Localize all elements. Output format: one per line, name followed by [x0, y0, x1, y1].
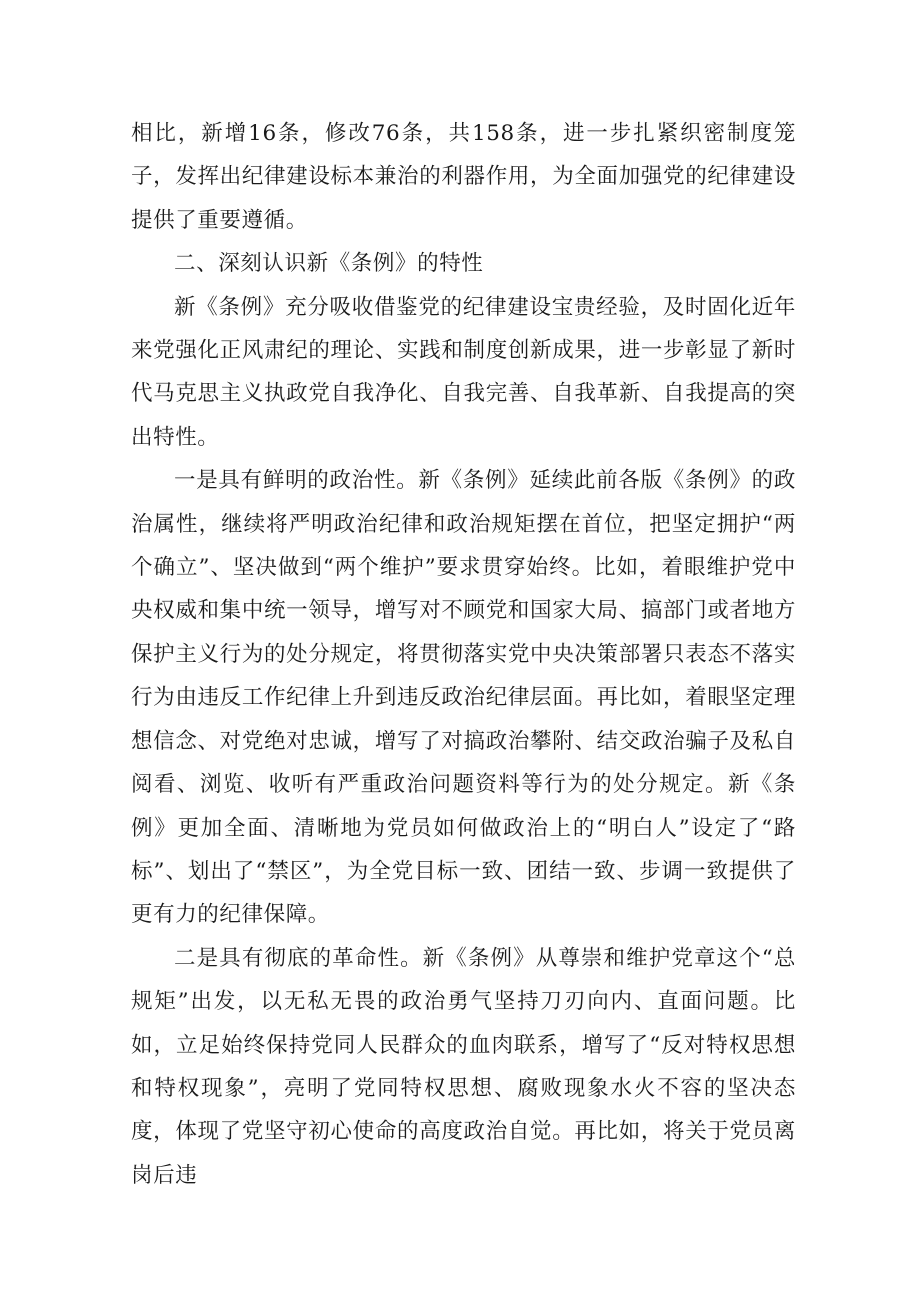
document-body	[131, 112, 796, 1197]
section-heading: 二、深刻认识新《条例》的特性	[174, 251, 484, 277]
paragraph-political: 一是具有鲜明的政治性。新《条例》延续此前各版《条例》的政治属性，继续将严明政治纪律和政治规矩摆在首位，把坚定拥护“两个确立”、坚决做到“两个维护”要求贯穿始终。比如，着眼维护党中央权威和集中统一领导，增写对不顾党和国家大局、搞部门或者地方保护主义行为的处分规定，将贯彻落实党中央决策部署只表态不落实行为由违反工作纪律上升到违反政治纪律层面。再比如，着眼坚定理想信念、对党绝对忠诚，增写了对搞政治攀附、结交政治骗子及私自阅看、浏览、收听有严重政治问题资料等行为的处分规定。新《条例》更加全面、清晰地为党员如何做政治上的“明白人”设定了“路标”、划出了“禁区”，为全党目标一致、团结一致、步调一致提供了更有力的纪律保障。	[131, 468, 796, 928]
paragraph-revolutionary: 二是具有彻底的革命性。新《条例》从尊崇和维护党章这个“总规矩”出发，以无私无畏的政治勇气坚持刀刃向内、直面问题。比如，立足始终保持党同人民群众的血肉联系，增写了“反对特权思想和特权现象”，亮明了党同特权思想、腐败现象水火不容的坚决态度，体现了党坚守初心使命的高度政治自觉。再比如，将关于党员离岗后违	[131, 945, 796, 1188]
paragraph-continued: 相比，新增16条，修改76条，共158条，进一步扎紧织密制度笼子，发挥出纪律建设标本兼治的利器作用，为全面加强党的纪律建设提供了重要遵循。	[131, 121, 796, 233]
paragraph-intro: 新《条例》充分吸收借鉴党的纪律建设宝贵经验，及时固化近年来党强化正风肃纪的理论、实践和制度创新成果，进一步彰显了新时代马克思主义执政党自我净化、自我完善、自我革新、自我提高的突出特性。	[131, 294, 796, 450]
